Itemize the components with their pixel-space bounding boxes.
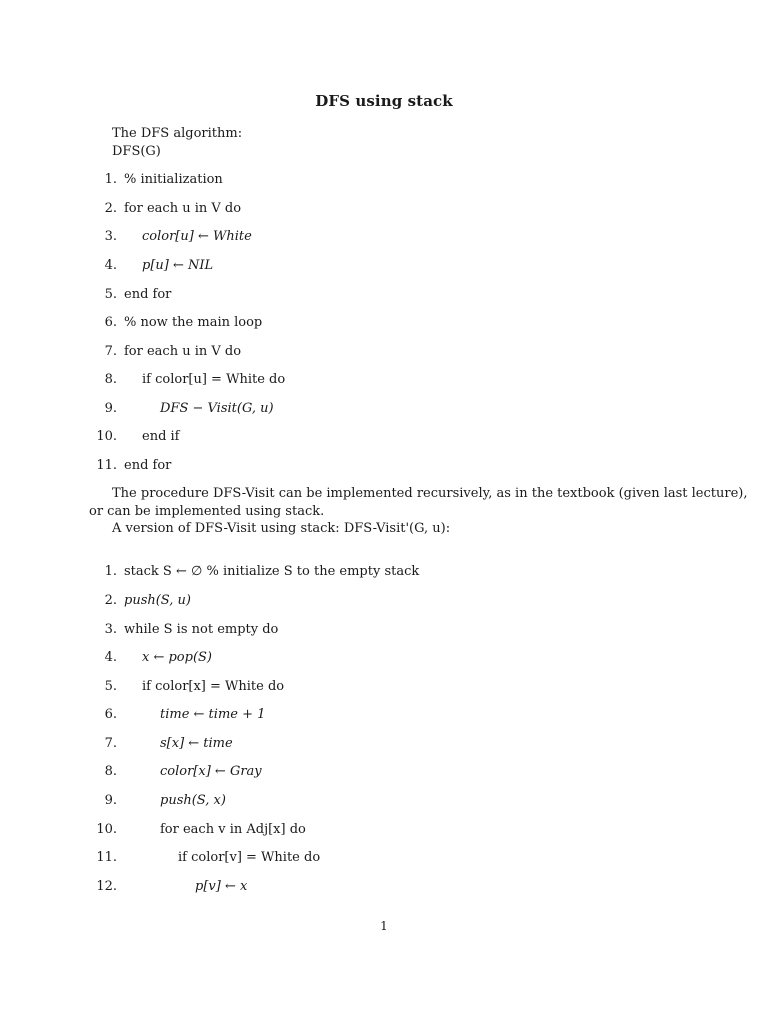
algo1-line-number: 9. [104,401,117,416]
algo2-line-number: 12. [96,879,117,894]
algo1-line: DFS − Visit(G, u) [160,401,274,416]
algo2-line-number: 11. [96,850,117,865]
algo1-line: for each u in V do [124,201,242,216]
algo2-line: if color[v] = White do [178,850,321,865]
algo2-line: if color[x] = White do [142,679,285,694]
algo1-line-number: 8. [104,372,117,387]
algo1-line: color[u] ← White [142,229,252,244]
algo2-line: push(S, x) [160,793,226,808]
algo1-line: end for [124,287,172,302]
algo1-line: p[u] ← NIL [142,258,214,273]
algo2-line-number: 8. [104,764,117,779]
algo2-line-number: 2. [104,593,117,608]
algo1-line: if color[u] = White do [142,372,286,387]
page-number: 1 [380,919,388,933]
algo1-line-number: 6. [104,315,117,330]
algo2-line-number: 5. [104,679,117,694]
algo2-line: color[x] ← Gray [160,764,262,779]
algo1-line: end if [142,429,180,444]
algo2-line-number: 4. [104,650,117,665]
algo2-line-number: 3. [104,622,117,637]
algo1-line-number: 11. [96,458,117,473]
algo2-line-number: 9. [104,793,117,808]
algo1-line-number: 2. [104,201,117,216]
algo1-line-number: 5. [104,287,117,302]
algo2-line-number: 10. [96,822,117,837]
algorithm-signature: DFS(G) [112,144,161,159]
algo2-line: push(S, u) [124,593,191,608]
paragraph-line: or can be implemented using stack. [89,504,325,519]
algo1-line: for each u in V do [124,344,242,359]
algo2-line-number: 7. [104,736,117,751]
page-title: DFS using stack [315,92,453,110]
algo1-line-number: 7. [104,344,117,359]
algo2-line: p[v] ← x [195,879,248,894]
paragraph-line: The procedure DFS-Visit can be implemented recursively, as in the textbook (given last lecture), [112,486,748,501]
algo2-line: for each v in Adj[x] do [160,822,306,837]
algo1-line-number: 1. [104,172,117,187]
algo2-line: x ← pop(S) [142,650,213,665]
algo1-line: end for [124,458,172,473]
algo1-line-number: 10. [96,429,117,444]
algo1-line-number: 4. [104,258,117,273]
algo1-line: % initialization [124,172,223,187]
paragraph-line: A version of DFS-Visit using stack: DFS-Visit'(G, u): [112,521,451,536]
algo2-line: while S is not empty do [124,622,279,637]
intro-line: The DFS algorithm: [112,126,243,141]
algo2-line: stack S ← ∅ % initialize S to the empty stack [124,564,420,579]
algo1-line: % now the main loop [124,315,263,330]
algo2-line-number: 1. [104,564,117,579]
algo2-line: s[x] ← time [160,736,233,751]
algo2-line-number: 6. [104,707,117,722]
algo1-line-number: 3. [104,229,117,244]
algo2-line: time ← time + 1 [160,707,266,722]
